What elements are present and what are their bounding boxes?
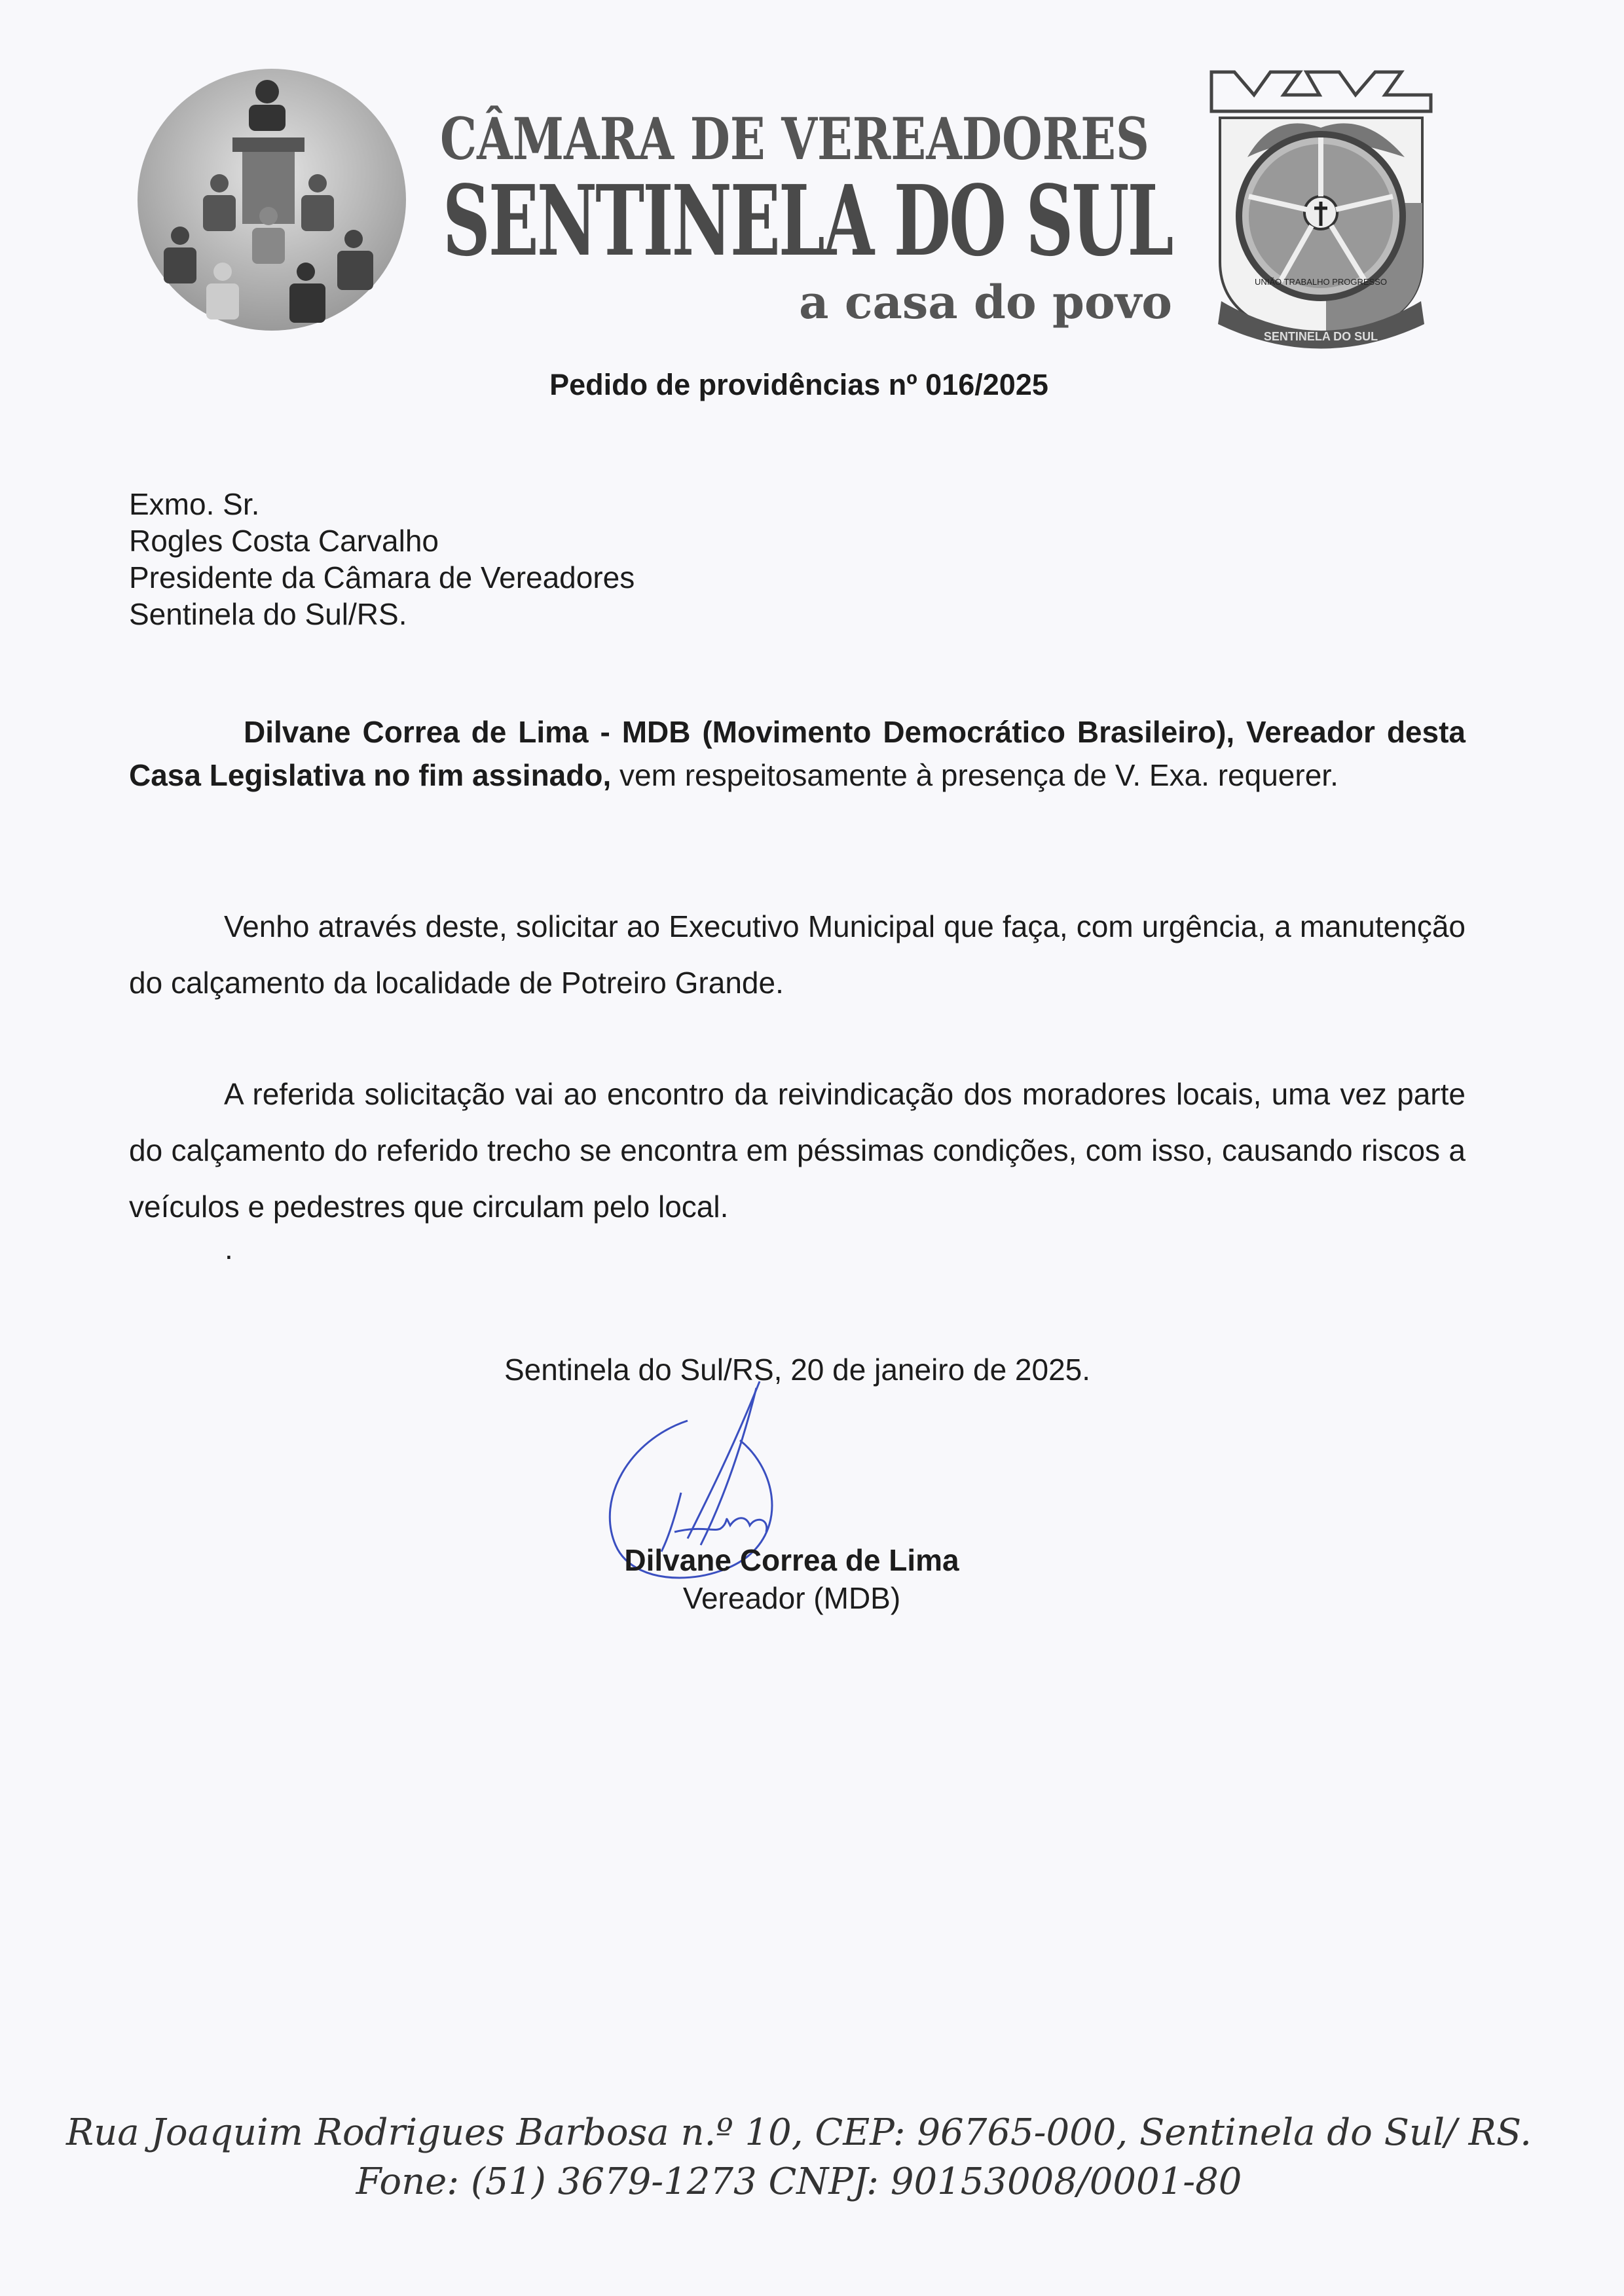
document-title: Pedido de providências nº 016/2025	[549, 368, 1048, 401]
crest-banner: SENTINELA DO SUL	[1263, 330, 1378, 343]
intro-rest: vem respeitosamente à presença de V. Exa. requerer.	[611, 758, 1338, 792]
paragraph-intro	[129, 710, 1466, 797]
recipient-block	[129, 486, 635, 632]
recipient-line: Presidente da Câmara de Vereadores	[129, 560, 635, 594]
intro-bold: Dilvane Correa de Lima - MDB (Movimento Democrático Brasileiro), Vereador desta Casa Legislativa no fim assinado,	[129, 715, 1466, 792]
footer-address: Rua Joaquim Rodrigues Barbosa n.º 10, CEP: 96765-000, Sentinela do Sul/ RS.	[66, 2111, 1532, 2154]
header-tagline: a casa do povo	[799, 275, 1172, 329]
paragraph-justification	[129, 1066, 1466, 1235]
stray-dot: .	[225, 1231, 233, 1266]
header-line1: CÂMARA DE VEREADORES	[440, 105, 1149, 173]
municipal-crest	[1208, 65, 1434, 357]
date-line: Sentinela do Sul/RS, 20 de janeiro de 2025.	[504, 1353, 1091, 1387]
crest-motto: UNIÃO TRABALHO PROGRESSO	[1254, 277, 1388, 287]
recipient-line: Rogles Costa Carvalho	[129, 524, 439, 558]
signer-role: Vereador (MDB)	[682, 1581, 901, 1615]
header-line2: SENTINELA DO SUL	[443, 164, 1172, 278]
chamber-logo	[134, 65, 409, 334]
footer-contact: Fone: (51) 3679-1273 CNPJ: 90153008/0001-80	[356, 2160, 1242, 2203]
request-text: Venho através deste, solicitar ao Executivo Municipal que faça, com urgência, a manutenção do calçamento da localidade de Potreiro Grande.	[129, 909, 1466, 1000]
paragraph-request	[129, 898, 1466, 1011]
signer-name: Dilvane Correa de Lima	[624, 1543, 959, 1577]
recipient-line: Sentinela do Sul/RS.	[129, 597, 407, 631]
justification-text: A referida solicitação vai ao encontro da reivindicação dos moradores locais, uma vez parte do calçamento do referido trecho se encontra em péssimas condições, com isso, causando riscos a veículos e pedestres que circulam pelo local.	[129, 1077, 1466, 1224]
recipient-line: Exmo. Sr.	[129, 487, 260, 521]
